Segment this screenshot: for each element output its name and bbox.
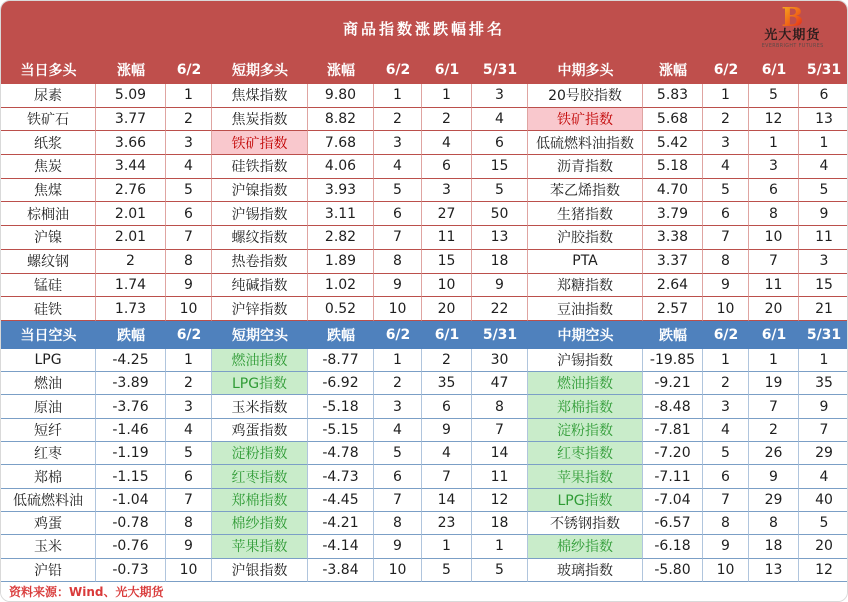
logo-company-subtitle: EVERBRIGHT FUTURES: [761, 42, 824, 49]
instrument-name-cell: 苹果指数: [212, 535, 308, 558]
rank-value-cell: 15: [799, 274, 848, 298]
rank-value-cell: 7: [472, 419, 528, 442]
rank-value-cell: 1: [749, 349, 799, 372]
rank-value-cell: 40: [799, 489, 848, 512]
instrument-name-cell: 短纤: [1, 419, 96, 442]
instrument-name-cell: 铁矿指数: [528, 108, 643, 132]
rank-value-cell: 8: [472, 395, 528, 418]
rank-value-cell: 8: [749, 202, 799, 226]
rank-value-cell: 1: [703, 84, 749, 108]
column-header: 5/31: [472, 56, 528, 84]
instrument-name-cell: 郑棉: [1, 465, 96, 488]
rank-value-cell: 2: [703, 108, 749, 132]
instrument-name-cell: 豆油指数: [528, 297, 643, 321]
rank-value-cell: 35: [799, 372, 848, 395]
column-header: 6/2: [166, 321, 212, 349]
rank-value-cell: 3.44: [96, 155, 166, 179]
rank-value-cell: 9: [472, 274, 528, 298]
rank-value-cell: 4: [799, 155, 848, 179]
rank-value-cell: 3: [749, 155, 799, 179]
rank-value-cell: 4: [472, 108, 528, 132]
instrument-name-cell: 生猪指数: [528, 202, 643, 226]
instrument-name-cell: 螺纹钢: [1, 250, 96, 274]
rank-value-cell: 2: [374, 108, 422, 132]
rank-value-cell: 10: [166, 559, 212, 582]
rank-value-cell: 2: [703, 372, 749, 395]
rank-value-cell: 5: [703, 442, 749, 465]
rank-value-cell: -8.77: [308, 349, 374, 372]
instrument-name-cell: 鸡蛋: [1, 512, 96, 535]
rank-value-cell: 7: [703, 226, 749, 250]
rank-value-cell: 3: [374, 395, 422, 418]
rank-value-cell: -5.15: [308, 419, 374, 442]
rank-value-cell: 1.89: [308, 250, 374, 274]
rank-value-cell: 5: [166, 179, 212, 203]
rank-value-cell: 5: [374, 442, 422, 465]
column-header: 跌幅: [643, 321, 703, 349]
rank-value-cell: 5.42: [643, 131, 703, 155]
rank-value-cell: 10: [166, 297, 212, 321]
rank-value-cell: 15: [472, 155, 528, 179]
rank-value-cell: 1: [472, 535, 528, 558]
rank-value-cell: 2.76: [96, 179, 166, 203]
instrument-name-cell: 沪铅: [1, 559, 96, 582]
rank-value-cell: -0.73: [96, 559, 166, 582]
rank-value-cell: 4: [374, 155, 422, 179]
rank-value-cell: -0.78: [96, 512, 166, 535]
column-header: 6/2: [703, 56, 749, 84]
rank-value-cell: 1.73: [96, 297, 166, 321]
rank-value-cell: 14: [422, 489, 472, 512]
rank-value-cell: 4: [166, 419, 212, 442]
rank-value-cell: 6: [166, 202, 212, 226]
rank-value-cell: 13: [799, 108, 848, 132]
rank-value-cell: 15: [422, 250, 472, 274]
rank-value-cell: 10: [749, 226, 799, 250]
rank-value-cell: 4: [703, 155, 749, 179]
rank-value-cell: 2.64: [643, 274, 703, 298]
rank-value-cell: 6: [703, 202, 749, 226]
rank-value-cell: -4.21: [308, 512, 374, 535]
rank-value-cell: -8.48: [643, 395, 703, 418]
instrument-name-cell: 沪锡指数: [528, 349, 643, 372]
rank-value-cell: 5.09: [96, 84, 166, 108]
instrument-name-cell: 红枣指数: [212, 465, 308, 488]
instrument-name-cell: 棉纱指数: [528, 535, 643, 558]
rank-value-cell: 14: [472, 442, 528, 465]
instrument-name-cell: 螺纹指数: [212, 226, 308, 250]
rank-value-cell: 1: [374, 84, 422, 108]
instrument-name-cell: 原油: [1, 395, 96, 418]
instrument-name-cell: 沪胶指数: [528, 226, 643, 250]
rank-value-cell: 10: [374, 559, 422, 582]
rank-value-cell: 9: [166, 535, 212, 558]
instrument-name-cell: 沪锌指数: [212, 297, 308, 321]
rank-value-cell: 4: [422, 131, 472, 155]
header-band: [1, 1, 847, 56]
rank-value-cell: 7: [422, 465, 472, 488]
rank-value-cell: 3.93: [308, 179, 374, 203]
rank-value-cell: 4: [374, 419, 422, 442]
column-header: 短期多头: [212, 56, 308, 84]
long-positions-table: [1, 56, 847, 321]
instrument-name-cell: 鸡蛋指数: [212, 419, 308, 442]
rank-value-cell: 20: [749, 297, 799, 321]
rank-value-cell: 13: [472, 226, 528, 250]
page-title: 商品指数涨跌幅排名: [342, 20, 505, 38]
rank-value-cell: 22: [472, 297, 528, 321]
instrument-name-cell: LPG指数: [212, 372, 308, 395]
rank-value-cell: 4.70: [643, 179, 703, 203]
rank-value-cell: 3.37: [643, 250, 703, 274]
rank-value-cell: -4.45: [308, 489, 374, 512]
rank-value-cell: 3.66: [96, 131, 166, 155]
rank-value-cell: 7: [166, 489, 212, 512]
everbright-logo-icon: B: [781, 3, 804, 33]
instrument-name-cell: 铁矿石: [1, 108, 96, 132]
rank-value-cell: 1: [703, 349, 749, 372]
rank-value-cell: -1.19: [96, 442, 166, 465]
rank-value-cell: -3.84: [308, 559, 374, 582]
instrument-name-cell: LPG: [1, 349, 96, 372]
rank-value-cell: -7.20: [643, 442, 703, 465]
rank-value-cell: 9: [703, 274, 749, 298]
instrument-name-cell: 玉米指数: [212, 395, 308, 418]
rank-value-cell: 4: [422, 442, 472, 465]
rank-value-cell: 6: [422, 395, 472, 418]
instrument-name-cell: 沥青指数: [528, 155, 643, 179]
rank-value-cell: 6: [374, 202, 422, 226]
rank-value-cell: 11: [749, 274, 799, 298]
instrument-name-cell: 焦炭: [1, 155, 96, 179]
rank-value-cell: 7: [749, 395, 799, 418]
rank-value-cell: 3: [799, 250, 848, 274]
rank-value-cell: 35: [422, 372, 472, 395]
rank-value-cell: 7: [749, 250, 799, 274]
instrument-name-cell: 硅铁: [1, 297, 96, 321]
rank-value-cell: 8: [703, 250, 749, 274]
rank-value-cell: -5.18: [308, 395, 374, 418]
rank-value-cell: 8: [374, 250, 422, 274]
rank-value-cell: 10: [374, 297, 422, 321]
rank-value-cell: 3.38: [643, 226, 703, 250]
footer: [1, 582, 847, 602]
rank-value-cell: 5: [472, 559, 528, 582]
rank-value-cell: 5: [374, 179, 422, 203]
rank-value-cell: 8: [166, 512, 212, 535]
rank-value-cell: 10: [422, 274, 472, 298]
rank-value-cell: 29: [799, 442, 848, 465]
rank-value-cell: 50: [472, 202, 528, 226]
rank-value-cell: -7.11: [643, 465, 703, 488]
column-header: 6/2: [166, 56, 212, 84]
instrument-name-cell: 锰硅: [1, 274, 96, 298]
rank-value-cell: 4: [703, 419, 749, 442]
rank-value-cell: 1: [374, 349, 422, 372]
rank-value-cell: 2: [422, 349, 472, 372]
rank-value-cell: 9: [799, 395, 848, 418]
rank-value-cell: 4: [166, 155, 212, 179]
rank-value-cell: -1.46: [96, 419, 166, 442]
instrument-name-cell: 热卷指数: [212, 250, 308, 274]
rank-value-cell: 7: [799, 419, 848, 442]
instrument-name-cell: 郑糖指数: [528, 274, 643, 298]
instrument-name-cell: 焦炭指数: [212, 108, 308, 132]
rank-value-cell: 5: [166, 442, 212, 465]
instrument-name-cell: 燃油指数: [528, 372, 643, 395]
rank-value-cell: 2.01: [96, 226, 166, 250]
rank-value-cell: 47: [472, 372, 528, 395]
rank-value-cell: -3.89: [96, 372, 166, 395]
column-header: 6/2: [374, 321, 422, 349]
rank-value-cell: 2: [422, 108, 472, 132]
rank-value-cell: -4.78: [308, 442, 374, 465]
rank-value-cell: 3: [166, 395, 212, 418]
rank-value-cell: -4.25: [96, 349, 166, 372]
rank-value-cell: 1: [799, 131, 848, 155]
column-header: 涨幅: [643, 56, 703, 84]
instrument-name-cell: 不锈钢指数: [528, 512, 643, 535]
rank-value-cell: 1: [749, 131, 799, 155]
rank-value-cell: 10: [703, 297, 749, 321]
rank-value-cell: 1: [422, 535, 472, 558]
rank-value-cell: 12: [799, 559, 848, 582]
rank-value-cell: 5: [799, 179, 848, 203]
instrument-name-cell: 焦煤指数: [212, 84, 308, 108]
rank-value-cell: 10: [703, 559, 749, 582]
rank-value-cell: 3: [166, 131, 212, 155]
rank-value-cell: 9: [799, 202, 848, 226]
rank-value-cell: 8.82: [308, 108, 374, 132]
instrument-name-cell: 焦煤: [1, 179, 96, 203]
rank-value-cell: -3.76: [96, 395, 166, 418]
rank-value-cell: 2: [166, 108, 212, 132]
rank-value-cell: 5.68: [643, 108, 703, 132]
rank-value-cell: 18: [749, 535, 799, 558]
rank-value-cell: 6: [422, 155, 472, 179]
rank-value-cell: 20: [422, 297, 472, 321]
rank-value-cell: 6: [799, 84, 848, 108]
rank-value-cell: -7.81: [643, 419, 703, 442]
rank-value-cell: 19: [749, 372, 799, 395]
rank-value-cell: 9: [749, 465, 799, 488]
instrument-name-cell: 燃油指数: [212, 349, 308, 372]
instrument-name-cell: 淀粉指数: [528, 419, 643, 442]
rank-value-cell: 23: [422, 512, 472, 535]
rank-value-cell: 3.77: [96, 108, 166, 132]
rank-value-cell: 9.80: [308, 84, 374, 108]
rank-value-cell: 2: [749, 419, 799, 442]
rank-value-cell: -6.57: [643, 512, 703, 535]
rank-value-cell: 9: [703, 535, 749, 558]
rank-value-cell: -6.18: [643, 535, 703, 558]
rank-value-cell: -5.80: [643, 559, 703, 582]
instrument-name-cell: LPG指数: [528, 489, 643, 512]
logo-company-name: 光大期货: [764, 28, 821, 43]
rank-value-cell: 6: [749, 179, 799, 203]
rank-value-cell: 2: [166, 372, 212, 395]
rank-value-cell: 4: [799, 465, 848, 488]
instrument-name-cell: 尿素: [1, 84, 96, 108]
instrument-name-cell: 淀粉指数: [212, 442, 308, 465]
rank-value-cell: 8: [374, 512, 422, 535]
rank-value-cell: 6: [166, 465, 212, 488]
rank-value-cell: 20: [799, 535, 848, 558]
rank-value-cell: -7.04: [643, 489, 703, 512]
rank-value-cell: 9: [422, 419, 472, 442]
rank-value-cell: 7: [703, 489, 749, 512]
rank-value-cell: 1: [799, 349, 848, 372]
column-header: 当日空头: [1, 321, 96, 349]
rank-value-cell: -19.85: [643, 349, 703, 372]
column-header: 5/31: [799, 321, 848, 349]
rank-value-cell: -6.92: [308, 372, 374, 395]
instrument-name-cell: 铁矿指数: [212, 131, 308, 155]
rank-value-cell: 3.11: [308, 202, 374, 226]
column-header: 6/1: [749, 56, 799, 84]
rank-value-cell: 3: [472, 84, 528, 108]
rank-value-cell: 9: [374, 274, 422, 298]
rank-value-cell: 11: [799, 226, 848, 250]
rank-value-cell: 9: [374, 535, 422, 558]
instrument-name-cell: 棉纱指数: [212, 512, 308, 535]
data-source-note: 资料来源：Wind、光大期货: [9, 584, 164, 599]
column-header: 6/1: [422, 321, 472, 349]
rank-value-cell: 8: [749, 512, 799, 535]
instrument-name-cell: PTA: [528, 250, 643, 274]
instrument-name-cell: 玉米: [1, 535, 96, 558]
rank-value-cell: 3: [422, 179, 472, 203]
instrument-name-cell: 纸浆: [1, 131, 96, 155]
rank-value-cell: 3: [703, 131, 749, 155]
instrument-name-cell: 沪镍指数: [212, 179, 308, 203]
rank-value-cell: 1: [166, 84, 212, 108]
instrument-name-cell: 低硫燃料油: [1, 489, 96, 512]
instrument-name-cell: 苯乙烯指数: [528, 179, 643, 203]
column-header: 短期空头: [212, 321, 308, 349]
instrument-name-cell: 沪银指数: [212, 559, 308, 582]
rank-value-cell: 2: [96, 250, 166, 274]
rank-value-cell: 5: [422, 559, 472, 582]
rank-value-cell: 1: [422, 84, 472, 108]
rank-value-cell: 18: [472, 250, 528, 274]
everbright-logo: [754, 5, 831, 49]
column-header: 6/2: [374, 56, 422, 84]
instrument-name-cell: 郑棉指数: [212, 489, 308, 512]
rank-value-cell: 9: [166, 274, 212, 298]
rank-value-cell: 26: [749, 442, 799, 465]
rank-value-cell: 5: [472, 179, 528, 203]
rank-value-cell: 1: [166, 349, 212, 372]
rank-value-cell: 2.57: [643, 297, 703, 321]
rank-value-cell: 2.01: [96, 202, 166, 226]
rank-value-cell: -1.04: [96, 489, 166, 512]
rank-value-cell: 2.82: [308, 226, 374, 250]
column-header: 中期多头: [528, 56, 643, 84]
column-header: 跌幅: [308, 321, 374, 349]
rank-value-cell: 27: [422, 202, 472, 226]
rank-value-cell: 3.79: [643, 202, 703, 226]
instrument-name-cell: 红枣: [1, 442, 96, 465]
rank-value-cell: 12: [749, 108, 799, 132]
instrument-name-cell: 低硫燃料油指数: [528, 131, 643, 155]
rank-value-cell: 11: [472, 465, 528, 488]
rank-value-cell: 5.18: [643, 155, 703, 179]
rank-value-cell: 7: [166, 226, 212, 250]
instrument-name-cell: 纯碱指数: [212, 274, 308, 298]
rank-value-cell: 7: [374, 489, 422, 512]
rank-value-cell: 2: [374, 372, 422, 395]
instrument-name-cell: 苹果指数: [528, 465, 643, 488]
rank-value-cell: -0.76: [96, 535, 166, 558]
instrument-name-cell: 硅铁指数: [212, 155, 308, 179]
rank-value-cell: 5: [703, 179, 749, 203]
rank-value-cell: -4.14: [308, 535, 374, 558]
instrument-name-cell: 燃油: [1, 372, 96, 395]
column-header: 涨幅: [96, 56, 166, 84]
column-header: 当日多头: [1, 56, 96, 84]
rank-value-cell: 13: [749, 559, 799, 582]
instrument-name-cell: 郑棉指数: [528, 395, 643, 418]
rank-value-cell: 7: [374, 226, 422, 250]
rank-value-cell: 29: [749, 489, 799, 512]
rank-value-cell: 3: [703, 395, 749, 418]
rank-value-cell: 12: [472, 489, 528, 512]
rank-value-cell: 5: [749, 84, 799, 108]
column-header: 跌幅: [96, 321, 166, 349]
rank-value-cell: 3: [374, 131, 422, 155]
rank-value-cell: 8: [166, 250, 212, 274]
column-header: 5/31: [472, 321, 528, 349]
column-header: 5/31: [799, 56, 848, 84]
rank-value-cell: 6: [472, 131, 528, 155]
rank-value-cell: 21: [799, 297, 848, 321]
rank-value-cell: 11: [422, 226, 472, 250]
instrument-name-cell: 红枣指数: [528, 442, 643, 465]
rank-value-cell: 0.52: [308, 297, 374, 321]
rank-value-cell: 4.06: [308, 155, 374, 179]
instrument-name-cell: 玻璃指数: [528, 559, 643, 582]
rank-value-cell: -4.73: [308, 465, 374, 488]
rank-value-cell: 7.68: [308, 131, 374, 155]
rank-value-cell: 5.83: [643, 84, 703, 108]
rank-value-cell: -1.15: [96, 465, 166, 488]
instrument-name-cell: 20号胶指数: [528, 84, 643, 108]
short-positions-table: [1, 321, 847, 582]
column-header: 涨幅: [308, 56, 374, 84]
column-header: 6/2: [703, 321, 749, 349]
column-header: 6/1: [422, 56, 472, 84]
instrument-name-cell: 棕榈油: [1, 202, 96, 226]
rank-value-cell: 6: [703, 465, 749, 488]
rank-value-cell: -9.21: [643, 372, 703, 395]
rank-value-cell: 5: [799, 512, 848, 535]
rank-value-cell: 1.02: [308, 274, 374, 298]
rank-value-cell: 30: [472, 349, 528, 372]
column-header: 6/1: [749, 321, 799, 349]
rank-value-cell: 18: [472, 512, 528, 535]
column-header: 中期空头: [528, 321, 643, 349]
rank-value-cell: 8: [703, 512, 749, 535]
instrument-name-cell: 沪锡指数: [212, 202, 308, 226]
instrument-name-cell: 沪镍: [1, 226, 96, 250]
rank-value-cell: 6: [374, 465, 422, 488]
rank-value-cell: 1.74: [96, 274, 166, 298]
